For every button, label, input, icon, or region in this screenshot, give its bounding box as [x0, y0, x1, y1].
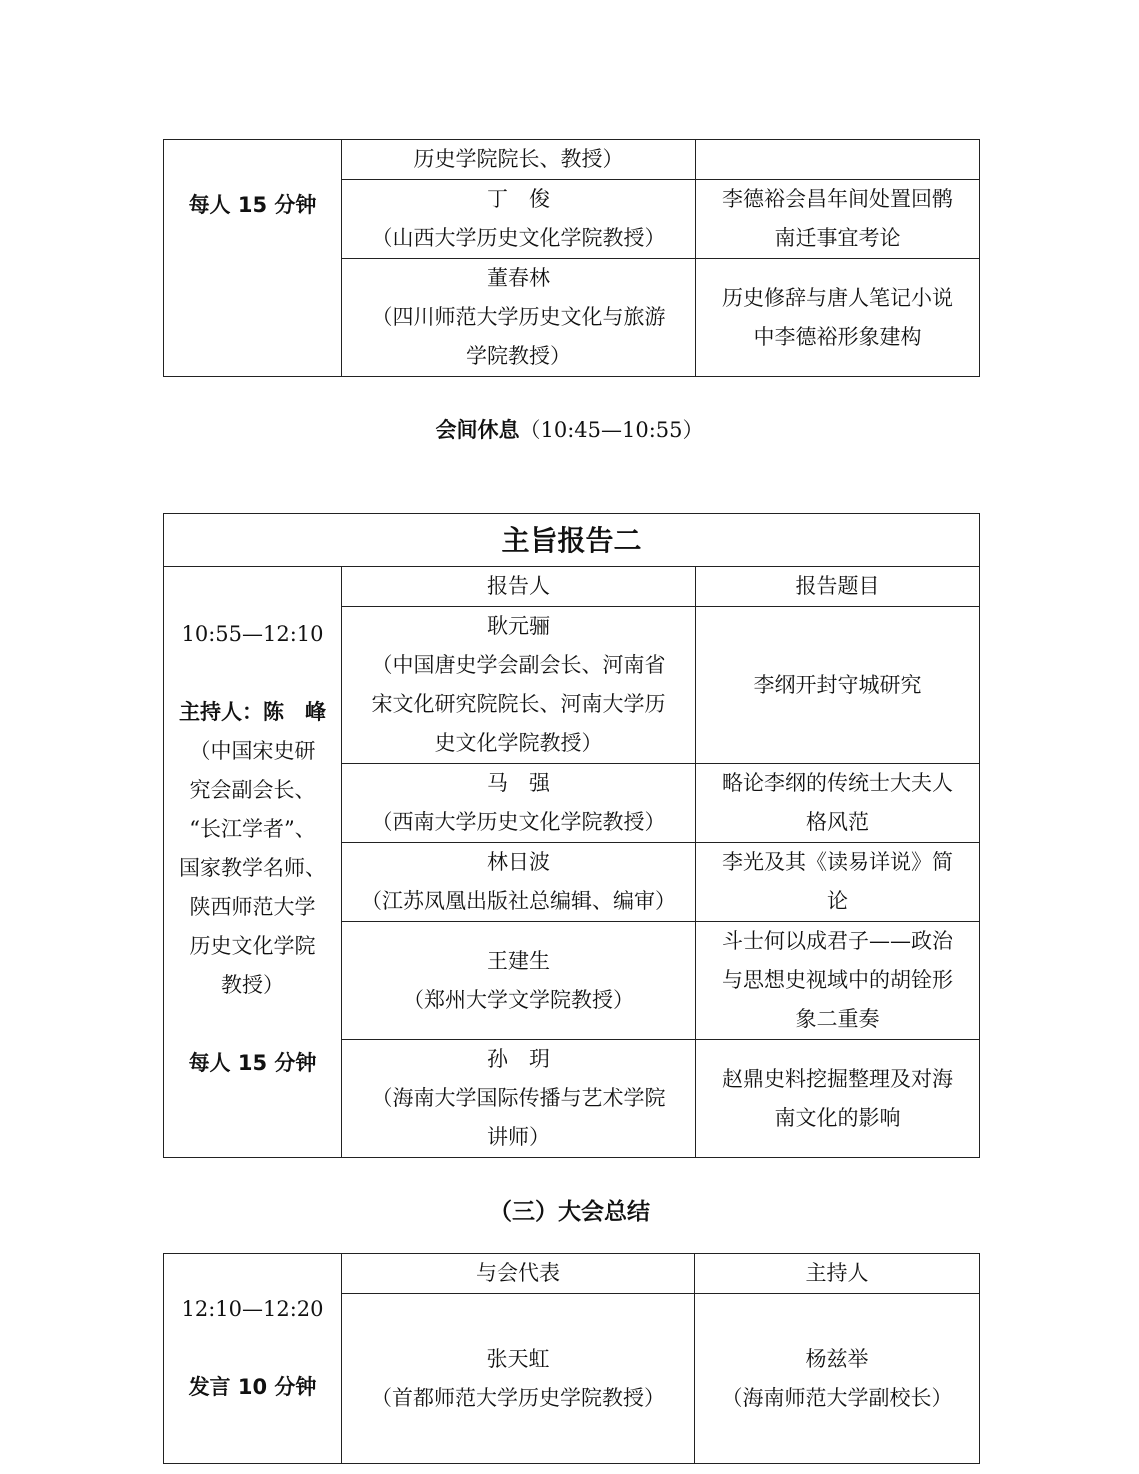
- speaker-cell: [342, 180, 696, 259]
- speaker-affiliation: 学院教授）: [466, 344, 571, 368]
- speaker-cell: [342, 140, 696, 180]
- keynote-table: [163, 513, 980, 1158]
- speaker-name: 董春林: [487, 266, 550, 290]
- speaker-affiliation: 宋文化研究院院长、河南大学历: [371, 692, 666, 716]
- host-cell: [695, 1294, 980, 1464]
- break-heading: [0, 412, 1139, 448]
- speaker-affiliation: （西南大学历史文化学院教授）: [371, 810, 666, 834]
- speaker-affiliation: （山西大学历史文化学院教授）: [371, 226, 666, 250]
- topic-cell: [696, 922, 980, 1040]
- header-topic: 报告题目: [696, 567, 980, 607]
- break-time: （10:45—10:55）: [519, 418, 704, 442]
- topic-line: 李德裕会昌年间处置回鹘: [722, 187, 953, 211]
- speaker-line: 历史学院院长、教授）: [413, 147, 624, 171]
- speaker-cell: [342, 607, 696, 764]
- topic-line: 李光及其《读易详说》简: [722, 850, 953, 874]
- speaker-affiliation: （四川师范大学历史文化与旅游: [371, 305, 666, 329]
- host-label: 主持人：陈 峰: [179, 700, 326, 724]
- topic-line: 象二重奏: [795, 1007, 880, 1031]
- topic-line: 李纲开封守城研究: [753, 672, 922, 697]
- session-info-cell: [164, 1254, 342, 1464]
- host-name: 杨兹举: [805, 1346, 869, 1371]
- speaker-cell: [342, 922, 696, 1040]
- speaker-affiliation: （海南大学国际传播与艺术学院: [371, 1086, 666, 1110]
- speaker-affiliation: （郑州大学文学院教授）: [403, 987, 634, 1012]
- speaker-affiliation: 讲师）: [487, 1125, 550, 1149]
- session-time: 10:55—12:10: [181, 622, 324, 646]
- topic-line: 与思想史视域中的胡铨形: [722, 968, 953, 992]
- speaker-affiliation: （江苏凤凰出版社总编辑、编审）: [361, 889, 676, 913]
- duration-label: 每人 15 分钟: [188, 193, 317, 217]
- speaker-cell: [342, 1040, 696, 1158]
- header-delegate: 与会代表: [342, 1254, 695, 1294]
- host-affiliation: “长江学者”、: [189, 817, 316, 841]
- speaker-name: 孙 玥: [487, 1047, 550, 1071]
- speaker-name: 丁 俊: [487, 187, 550, 211]
- topic-cell: [696, 140, 980, 180]
- break-label: 会间休息: [435, 418, 520, 442]
- table-row: [164, 140, 980, 180]
- host-affiliation: 陕西师范大学: [189, 895, 316, 919]
- delegate-cell: [342, 1294, 695, 1464]
- header-host: 主持人: [695, 1254, 980, 1294]
- speaker-cell: [342, 259, 696, 377]
- speaker-affiliation: （中国唐史学会副会长、河南省: [371, 653, 666, 677]
- header-speaker: 报告人: [342, 567, 696, 607]
- speaker-name: 耿元骊: [487, 614, 550, 638]
- topic-cell: [696, 607, 980, 764]
- speaker-name: 林日波: [487, 850, 550, 874]
- topic-cell: [696, 180, 980, 259]
- closing-table: [163, 1253, 980, 1464]
- topic-line: 斗士何以成君子——政治: [722, 929, 953, 953]
- keynote-title: 主旨报告二: [164, 514, 980, 567]
- topic-cell: [696, 259, 980, 377]
- duration-label: 每人 15 分钟: [188, 1051, 317, 1075]
- speaker-cell: [342, 843, 696, 922]
- session-time: 12:10—12:20: [181, 1297, 324, 1321]
- speaker-cell: [342, 764, 696, 843]
- table-header-row: [164, 567, 980, 607]
- host-affiliation: 国家教学名师、: [179, 856, 326, 880]
- table-header-row: [164, 1254, 980, 1294]
- topic-cell: [696, 1040, 980, 1158]
- speaker-name: 马 强: [487, 771, 550, 795]
- schedule-table-continued: [163, 139, 980, 377]
- topic-line: 格风范: [806, 810, 869, 834]
- host-affiliation: 教授）: [221, 973, 284, 997]
- host-affiliation: 历史文化学院: [189, 934, 316, 958]
- topic-line: 论: [827, 889, 848, 913]
- speaker-affiliation: 史文化学院教授）: [434, 731, 603, 755]
- topic-line: 南迁事宜考论: [774, 226, 901, 250]
- section-title: （三）大会总结: [489, 1199, 650, 1225]
- duration-cell: [164, 140, 342, 377]
- topic-line: 南文化的影响: [774, 1105, 901, 1130]
- host-affiliation: （海南师范大学副校长）: [721, 1385, 953, 1410]
- topic-line: 中李德裕形象建构: [753, 324, 922, 349]
- topic-cell: [696, 764, 980, 843]
- topic-line: 赵鼎史料挖掘整理及对海: [722, 1066, 953, 1091]
- speaker-name: 王建生: [487, 948, 550, 973]
- host-affiliation: 究会副会长、: [189, 778, 316, 802]
- delegate-name: 张天虹: [486, 1346, 550, 1371]
- topic-line: 历史修辞与唐人笔记小说: [722, 285, 953, 310]
- host-affiliation: （中国宋史研: [189, 739, 316, 763]
- table-title-row: [164, 514, 980, 567]
- duration-label: 发言 10 分钟: [188, 1375, 317, 1399]
- session-info-cell: [164, 567, 342, 1158]
- topic-cell: [696, 843, 980, 922]
- delegate-affiliation: （首都师范大学历史学院教授）: [371, 1385, 665, 1410]
- topic-line: 略论李纲的传统士大夫人: [722, 771, 953, 795]
